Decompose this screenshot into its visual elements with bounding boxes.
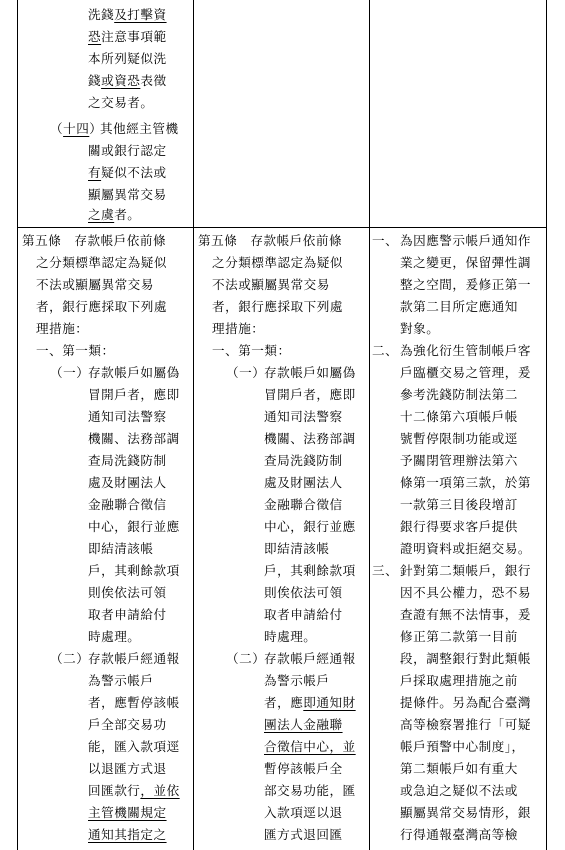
explanation-line: 業之變更，保留彈性調 bbox=[400, 255, 531, 270]
item-1-line: 冒開戶者，應即 bbox=[264, 387, 356, 402]
explanation-line: 一款第三目後段增訂 bbox=[400, 497, 518, 512]
item-2-line: 回匯款行，並依 bbox=[88, 783, 180, 798]
item-2-line: 匯方式退回匯 bbox=[264, 827, 343, 842]
item-14-marker: （十四） bbox=[50, 121, 103, 136]
item-2-line: 為警示帳戶 bbox=[264, 673, 330, 688]
item-1-line: 戶，其剩餘款項 bbox=[88, 563, 180, 578]
article-text-line: 之分類標準認定為疑似 bbox=[36, 255, 167, 270]
item-1-line: 通知司法警察 bbox=[88, 409, 167, 424]
explanation-line: 銀行得要求客戶提供 bbox=[400, 519, 518, 534]
explanation-line: 行得通報臺灣高等檢 bbox=[400, 827, 518, 842]
explanation-line: 號暫停限制功能或逕 bbox=[400, 431, 518, 446]
article-text-line: 理措施： bbox=[212, 321, 265, 336]
item-14-line: 其他經主管機 bbox=[100, 121, 179, 136]
item-14-line: 顯屬異常交易 bbox=[88, 187, 167, 202]
item-1-line: 則俟依法可領 bbox=[88, 585, 167, 600]
item-2-marker: （二） bbox=[226, 651, 266, 666]
item-2-line: 主管機關規定 bbox=[88, 805, 167, 820]
item-2-line: 者，應暫停該帳 bbox=[88, 695, 180, 710]
item-2-line: 為警示帳戶 bbox=[88, 673, 154, 688]
item-1-line: 金融聯合徵信 bbox=[264, 497, 343, 512]
explanation-line: 參考洗錢防制法第二 bbox=[400, 387, 518, 402]
item-2-line: 團法人金融聯 bbox=[264, 717, 343, 732]
item-1-line: 則俟依法可領 bbox=[264, 585, 343, 600]
explanation-line: 或急迫之疑似不法或 bbox=[400, 783, 518, 798]
explanation-line: 對象。 bbox=[400, 321, 440, 336]
item-1-line: 取者申請給付 bbox=[264, 607, 343, 622]
table-border-right bbox=[546, 0, 547, 850]
explanation-line: 修正第二款第一目前 bbox=[400, 629, 518, 644]
article-text-line: 第五條 存款帳戶依前條 bbox=[198, 233, 343, 248]
item-2-line: 合徵信中心，並 bbox=[264, 739, 356, 754]
item-14-line: 之虞者。 bbox=[88, 207, 141, 222]
explanation-line: 因不具公權力，恐不易 bbox=[400, 585, 531, 600]
item-1-line: 即結清該帳 bbox=[264, 541, 330, 556]
explanation-line: 查證有無不法情事，爰 bbox=[400, 607, 531, 622]
explanation-number: 三、 bbox=[372, 563, 399, 578]
item-1-line: 存款帳戶如屬偽 bbox=[264, 365, 356, 380]
explanation-line: 顯屬異常交易情形，銀 bbox=[400, 805, 531, 820]
item-1-line: 即結清該帳 bbox=[88, 541, 154, 556]
explanation-line: 為強化衍生管制帳戶客 bbox=[400, 343, 531, 358]
item-1-line: 中心，銀行並應 bbox=[88, 519, 180, 534]
article-text-line: 不法或顯屬異常交易 bbox=[36, 277, 154, 292]
item-1-line: 時處理。 bbox=[88, 629, 141, 644]
item-1-line: 存款帳戶如屬偽 bbox=[88, 365, 180, 380]
explanation-line: 款第二目所定應通知 bbox=[400, 299, 518, 314]
article-text-line: 不法或顯屬異常交易 bbox=[212, 277, 330, 292]
item-2-line: 戶全部交易功 bbox=[88, 717, 167, 732]
item-1-line: 戶，其剩餘款項 bbox=[264, 563, 356, 578]
item-1-marker: （一） bbox=[226, 365, 266, 380]
explanation-line: 段，調整銀行對此類帳 bbox=[400, 651, 531, 666]
article-text-line: 之分類標準認定為疑似 bbox=[212, 255, 343, 270]
item-1-line: 金融聯合徵信 bbox=[88, 497, 167, 512]
explanation-line: 提條件。另為配合臺灣 bbox=[400, 695, 531, 710]
table-row-divider bbox=[17, 227, 547, 228]
article-text-line: 者，銀行應採取下列處 bbox=[212, 299, 343, 314]
explanation-line: 戶採取處理措施之前 bbox=[400, 673, 518, 688]
continued-line: 本所列疑似洗 bbox=[88, 51, 167, 66]
table-column-divider-1 bbox=[193, 0, 194, 850]
explanation-line: 帳戶預警中心制度」， bbox=[400, 739, 525, 754]
item-1-line: 機關、法務部調 bbox=[88, 431, 180, 446]
item-2-line: 以退匯方式退 bbox=[88, 761, 167, 776]
explanation-line: 為因應警示帳戶通知作 bbox=[400, 233, 531, 248]
item-2-line: 入款項逕以退 bbox=[264, 805, 343, 820]
explanation-line: 第二類帳戶如有重大 bbox=[400, 761, 518, 776]
item-1-line: 查局洗錢防制 bbox=[88, 453, 167, 468]
category-1-heading: 一、第一類： bbox=[36, 343, 115, 358]
explanation-line: 證明資料或拒絕交易。 bbox=[400, 541, 531, 556]
item-1-line: 機關、法務部調 bbox=[264, 431, 356, 446]
item-14-line: 關或銀行認定 bbox=[88, 143, 167, 158]
item-1-line: 處及財團法人 bbox=[88, 475, 167, 490]
explanation-line: 戶臨櫃交易之管理，爰 bbox=[400, 365, 531, 380]
explanation-number: 一、 bbox=[372, 233, 399, 248]
explanation-line: 高等檢察署推行「可疑 bbox=[400, 717, 531, 732]
category-1-heading: 一、第一類： bbox=[212, 343, 291, 358]
item-14-line: 有疑似不法或 bbox=[88, 165, 167, 180]
item-1-line: 取者申請給付 bbox=[88, 607, 167, 622]
continued-line: 恐注意事項範 bbox=[88, 29, 167, 44]
explanation-line: 整之空間，爰修正第一 bbox=[400, 277, 531, 292]
item-1-line: 處及財團法人 bbox=[264, 475, 343, 490]
item-2-line: 能，匯入款項逕 bbox=[88, 739, 180, 754]
item-2-line: 通知其指定之 bbox=[88, 827, 167, 842]
item-1-line: 查局洗錢防制 bbox=[264, 453, 343, 468]
explanation-line: 針對第二類帳戶，銀行 bbox=[400, 563, 531, 578]
item-1-line: 通知司法警察 bbox=[264, 409, 343, 424]
explanation-line: 條第一項第三款，於第 bbox=[400, 475, 531, 490]
item-2-line: 存款帳戶經通報 bbox=[88, 651, 180, 666]
explanation-line: 十二條第六項帳戶帳 bbox=[400, 409, 518, 424]
continued-line: 之交易者。 bbox=[88, 95, 154, 110]
continued-line: 錢或資恐表徵 bbox=[88, 73, 167, 88]
table-border-left bbox=[17, 0, 18, 850]
item-2-marker: （二） bbox=[50, 651, 90, 666]
article-text-line: 第五條 存款帳戶依前條 bbox=[22, 233, 167, 248]
article-text-line: 者，銀行應採取下列處 bbox=[36, 299, 167, 314]
article-text-line: 理措施： bbox=[36, 321, 89, 336]
continued-line: 洗錢及打擊資 bbox=[88, 7, 167, 22]
item-2-line: 存款帳戶經通報 bbox=[264, 651, 356, 666]
item-1-marker: （一） bbox=[50, 365, 90, 380]
item-2-line: 部交易功能，匯 bbox=[264, 783, 356, 798]
item-1-line: 時處理。 bbox=[264, 629, 317, 644]
item-1-line: 中心，銀行並應 bbox=[264, 519, 356, 534]
item-1-line: 冒開戶者，應即 bbox=[88, 387, 180, 402]
explanation-number: 二、 bbox=[372, 343, 399, 358]
explanation-line: 予關閉管理辦法第六 bbox=[400, 453, 518, 468]
item-2-line: 者，應即通知財 bbox=[264, 695, 356, 710]
item-2-line: 暫停該帳戶全 bbox=[264, 761, 343, 776]
table-column-divider-2 bbox=[369, 0, 370, 850]
